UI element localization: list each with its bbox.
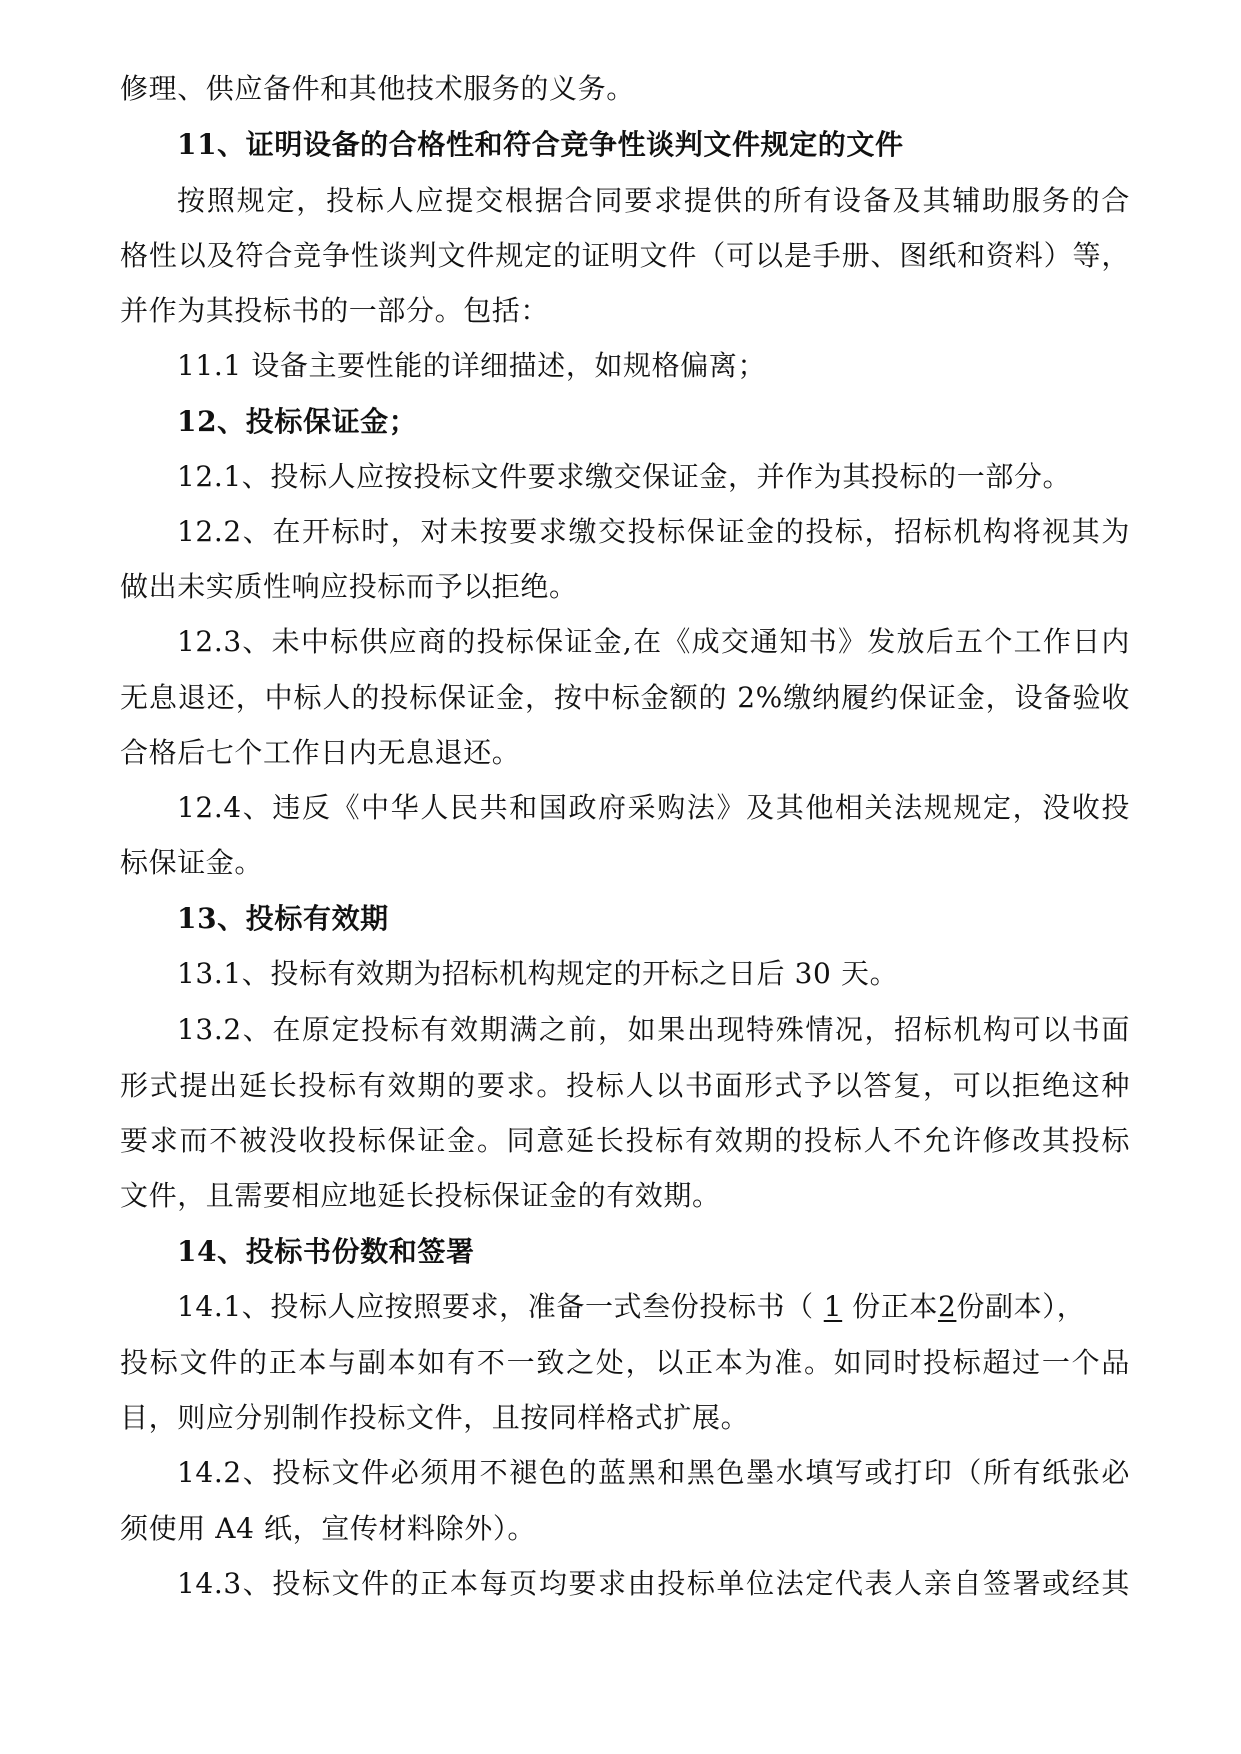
- paragraph-line: 做出未实质性响应投标而予以拒绝。: [120, 570, 578, 603]
- clause-12-1: 12.1、投标人应按投标文件要求缴交保证金，并作为其投标的一部分。: [177, 460, 1072, 493]
- paragraph-line: 标保证金。: [120, 846, 264, 879]
- paragraph-line: 须使用 A4 纸，宣传材料除外）。: [120, 1512, 537, 1545]
- section-heading-14: 14、投标书份数和签署: [177, 1235, 475, 1268]
- paragraph-line: 目，则应分别制作投标文件，且按同样格式扩展。: [120, 1401, 750, 1434]
- clause-12-2: 12.2、在开标时，对未按要求缴交投标保证金的投标，招标机构将视其为: [177, 515, 1130, 548]
- clause-14-3: 14.3、投标文件的正本每页均要求由投标单位法定代表人亲自签署或经其: [177, 1567, 1130, 1600]
- clause-12-4: 12.4、违反《中华人民共和国政府采购法》及其他相关法规规定，没收投: [177, 791, 1130, 824]
- clause-14-1: [177, 1287, 1130, 1327]
- paragraph-line: 文件，且需要相应地延长投标保证金的有效期。: [120, 1179, 721, 1212]
- paragraph-line: 修理、供应备件和其他技术服务的义务。: [120, 72, 635, 105]
- paragraph-line: 投标文件的正本与副本如有不一致之处，以正本为准。如同时投标超过一个品: [120, 1346, 1130, 1379]
- duplicate-copies-count: 2: [937, 1290, 957, 1323]
- paragraph-line: 无息退还，中标人的投标保证金，按中标金额的 2%缴纳履约保证金，设备验收: [120, 681, 1130, 714]
- paragraph-line: 要求而不被没收投标保证金。同意延长投标有效期的投标人不允许修改其投标: [120, 1124, 1130, 1157]
- paragraph-line: 按照规定，投标人应提交根据合同要求提供的所有设备及其辅助服务的合: [177, 184, 1130, 217]
- section-heading-13: 13、投标有效期: [177, 902, 389, 935]
- clause-14-2: 14.2、投标文件必须用不褪色的蓝黑和黑色墨水填写或打印（所有纸张必: [177, 1456, 1130, 1489]
- section-heading-11: 11、证明设备的合格性和符合竞争性谈判文件规定的文件: [177, 128, 904, 161]
- paragraph-line: 合格后七个工作日内无息退还。: [120, 736, 521, 769]
- paragraph-line: 格性以及符合竞争性谈判文件规定的证明文件（可以是手册、图纸和资料）等，: [120, 239, 1130, 272]
- section-heading-12: 12、投标保证金；: [177, 405, 418, 438]
- clause-text: 份副本），: [956, 1290, 1086, 1323]
- paragraph-line: 并作为其投标书的一部分。包括：: [120, 294, 550, 327]
- clause-13-2: 13.2、在原定投标有效期满之前，如果出现特殊情况，招标机构可以书面: [177, 1013, 1130, 1046]
- clause-text: 份正本: [852, 1290, 938, 1323]
- clause-13-1: 13.1、投标有效期为招标机构规定的开标之日后 30 天。: [177, 957, 899, 990]
- clause-text: 14.1、投标人应按照要求，准备一式叁份投标书（: [177, 1290, 814, 1323]
- paragraph-line: 形式提出延长投标有效期的要求。投标人以书面形式予以答复，可以拒绝这种: [120, 1069, 1130, 1102]
- clause-12-3: 12.3、未中标供应商的投标保证金,在《成交通知书》发放后五个工作日内: [177, 625, 1130, 658]
- original-copies-count: 1: [823, 1290, 843, 1323]
- clause-11-1: 11.1 设备主要性能的详细描述，如规格偏离；: [177, 349, 767, 382]
